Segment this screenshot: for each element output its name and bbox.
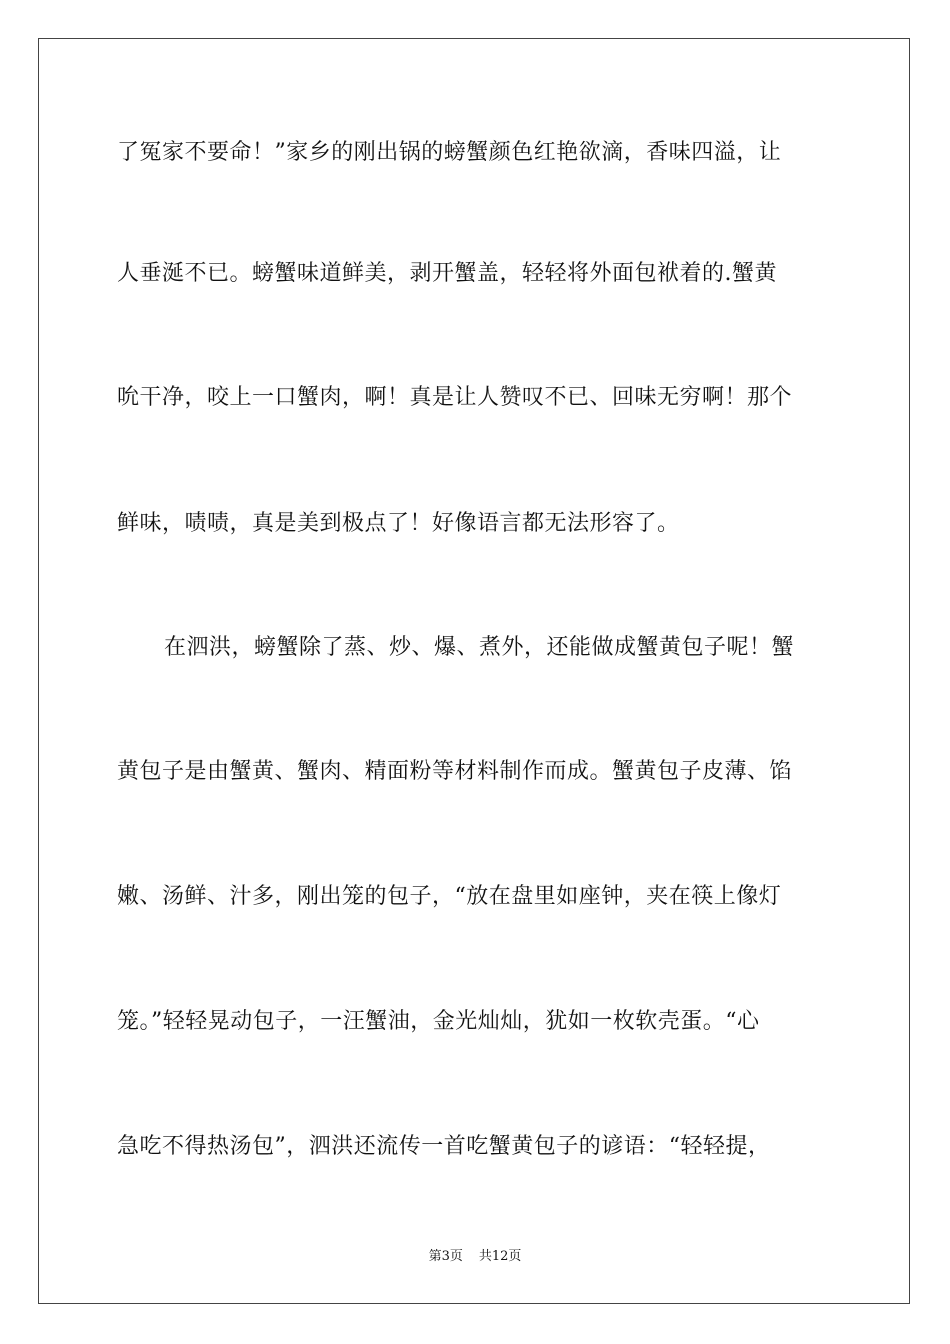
text-line-9: 急吃不得热汤包”，泗洪还流传一首吃蟹黄包子的谚语：“轻轻提，: [117, 1134, 771, 1159]
page-border: [38, 38, 910, 1304]
text-line-5-paragraph-start: 在泗洪，螃蟹除了蒸、炒、爆、煮外，还能做成蟹黄包子呢！蟹: [164, 635, 795, 660]
text-line-4: 鲜味，啧啧，真是美到极点了！好像语言都无法形容了。: [117, 511, 680, 536]
page-number-total: 共12页: [478, 1249, 522, 1264]
page-number-current: 第3页: [428, 1249, 463, 1264]
page-footer: [0, 1249, 950, 1265]
text-line-1: 了冤家不要命！”家乡的刚出锅的螃蟹颜色红艳欲滴，香味四溢，让: [117, 140, 782, 165]
text-line-6: 黄包子是由蟹黄、蟹肉、精面粉等材料制作而成。蟹黄包子皮薄、馅: [117, 759, 793, 784]
text-line-2: 人垂涎不已。螃蟹味道鲜美，剥开蟹盖，轻轻将外面包袱着的.蟹黄: [117, 261, 777, 286]
text-line-3: 吮干净，咬上一口蟹肉，啊！真是让人赞叹不已、回味无穷啊！那个: [117, 385, 793, 410]
text-line-7: 嫩、汤鲜、汁多，刚出笼的包子，“放在盘里如座钟，夹在筷上像灯: [117, 884, 782, 909]
text-line-8: 笼。”轻轻晃动包子，一汪蟹油，金光灿灿，犹如一枚软壳蛋。“心: [117, 1009, 760, 1034]
